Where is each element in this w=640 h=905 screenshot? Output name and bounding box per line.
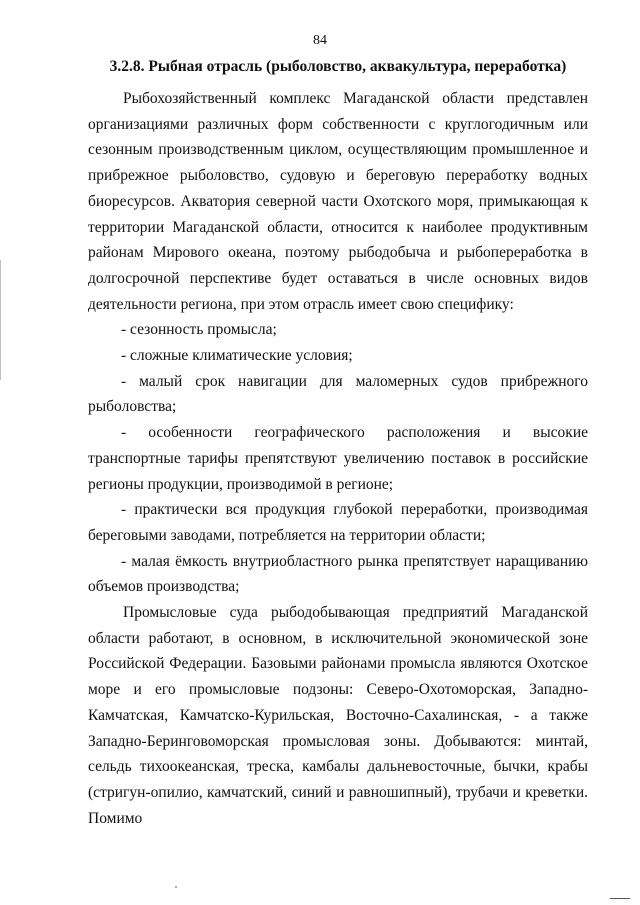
intro-paragraph: Рыбохозяйственный комплекс Магаданской области представлен организациями различных форм собственности с круглогодичным или сезонным производственным циклом, осуществляющим промышленное и прибрежное рыболовство, судовую и береговую переработку водных биоресурсов. Акватория северной части Охотского моря, примыкающая к территории Магаданской области, относится к наиболее продуктивным районам Мирового океана, поэтому рыбодобыча и рыбопереработка в долгосрочной перспективе будет оставаться в числе основных видов деятельности региона, при этом отрасль имеет свою специфику:	[88, 90, 588, 313]
scan-edge-mark	[0, 260, 1, 380]
list-item-geography: - особенности географического расположения и высокие транспортные тарифы препятствуют увеличению поставок в российские регионы продукции, производимой в регионе;	[88, 424, 588, 493]
list-item-navigation: - малый срок навигации для маломерных судов прибрежного рыболовства;	[88, 372, 588, 416]
list-item-climate: - сложные климатические условия;	[121, 347, 353, 365]
section-heading: 3.2.8. Рыбная отрасль (рыболовство, аквакультура, переработка)	[109, 58, 567, 75]
list-item-market-capacity: - малая ёмкость внутриобластного рынка препятствует наращиванию объемов производства;	[88, 552, 588, 596]
list-item-seasonality: - сезонность промысла;	[121, 321, 277, 339]
body-text	[88, 86, 588, 831]
page-number: 84	[313, 33, 327, 48]
fishing-areas-paragraph: Промысловые суда рыбодобывающая предприятий Магаданской области работают, в основном, в исключительной экономической зоне Российской Федерации. Базовыми районами промысла являются Охотское море и его промысловые подзоны: Северо-Охотоморская, Западно-Камчатская, Камчатско-Курильская, Восточно-Сахалинская, - а также Западно-Беринговоморская промысловая зоны. Добываются: минтай, сельдь тихоокеанская, треска, камбалы дальневосточные, бычки, крабы (стригун-опилио, камчатский, синий и равношипный), трубачи и креветки. Помимо	[88, 604, 588, 827]
scan-speck	[175, 886, 177, 888]
scan-corner-mark	[610, 898, 630, 899]
list-item-deep-processing: - практически вся продукция глубокой переработки, производимая береговыми заводами, потребляется на территории области;	[88, 501, 588, 544]
